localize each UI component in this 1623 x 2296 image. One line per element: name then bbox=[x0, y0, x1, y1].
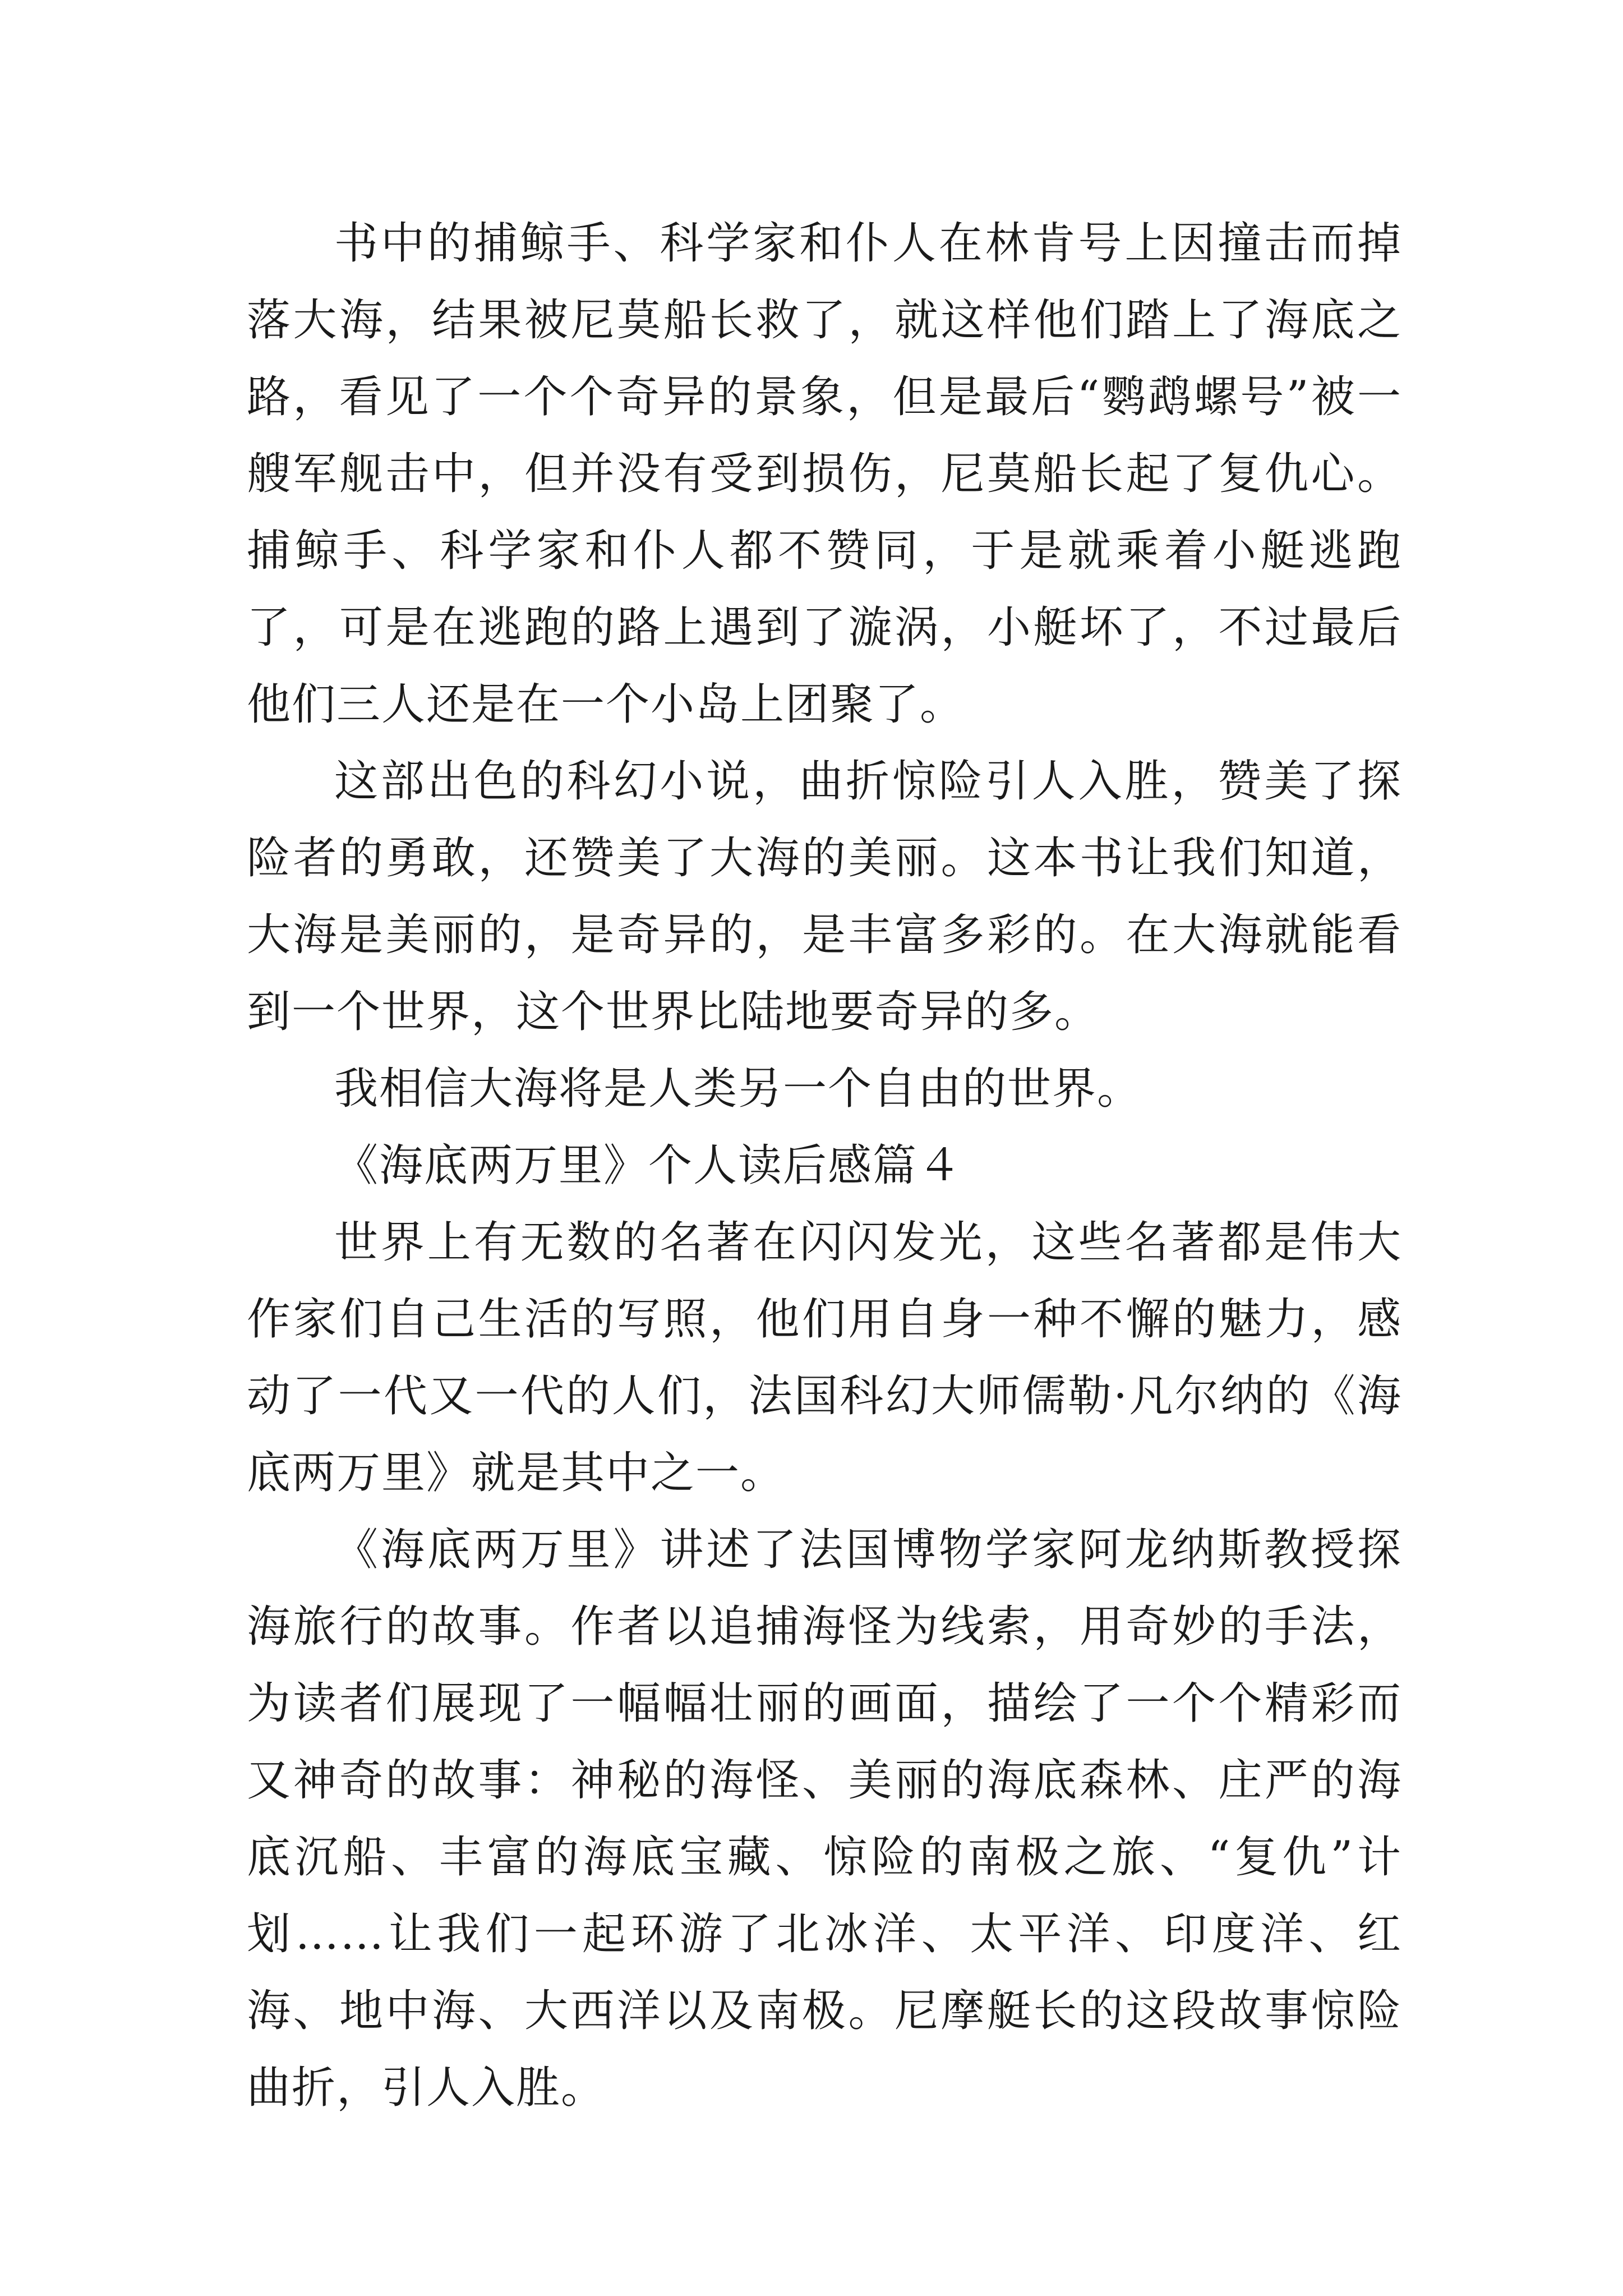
paragraph-classics: 世界上有无数的名著在闪闪发光，这些名著都是伟大作家们自己生活的写照，他们用自身一种不懈的魅力，感动了一代又一代的人们，法国科幻大师儒勒·凡尔纳的《海底两万里》就是其中之一。 bbox=[247, 1217, 1402, 1498]
section-heading: 《海底两万里》个人读后感篇４ bbox=[334, 1140, 963, 1191]
paragraph-story: 《海底两万里》讲述了法国博物学家阿龙纳斯教授探海旅行的故事。作者以追捕海怪为线索，用奇妙的手法，为读者们展现了一幅幅壮丽的画面，描绘了一个个精彩而又神奇的故事：神秘的海怪、美丽的海底森林、庄严的海底沉船、丰富的海底宝藏、惊险的南极之旅、“复仇”计划……让我们一起环游了北冰洋、太平洋、印度洋、红海、地中海、大西洋以及南极。尼摩艇长的这段故事惊险曲折，引人入胜。 bbox=[247, 1525, 1402, 2113]
paragraph-belief: 我相信大海将是人类另一个自由的世界。 bbox=[334, 1064, 1142, 1114]
document-body bbox=[247, 205, 1402, 2127]
paragraph-plot-summary: 书中的捕鲸手、科学家和仆人在林肯号上因撞击而掉落大海，结果被尼莫船长救了，就这样他们踏上了海底之路，看见了一个个奇异的景象，但是最后“鹦鹉螺号”被一艘军舰击中，但并没有受到损伤，尼莫船长起了复仇心。捕鲸手、科学家和仆人都不赞同，于是就乘着小艇逃跑了，可是在逃跑的路上遇到了漩涡，小艇坏了，不过最后他们三人还是在一个小岛上团聚了。 bbox=[247, 218, 1402, 730]
paragraph-praise: 这部出色的科幻小说，曲折惊险引人入胜，赞美了探险者的勇敢，还赞美了大海的美丽。这本书让我们知道，大海是美丽的，是奇异的，是丰富多彩的。在大海就能看到一个世界，这个世界比陆地要奇异的多。 bbox=[247, 756, 1402, 1037]
